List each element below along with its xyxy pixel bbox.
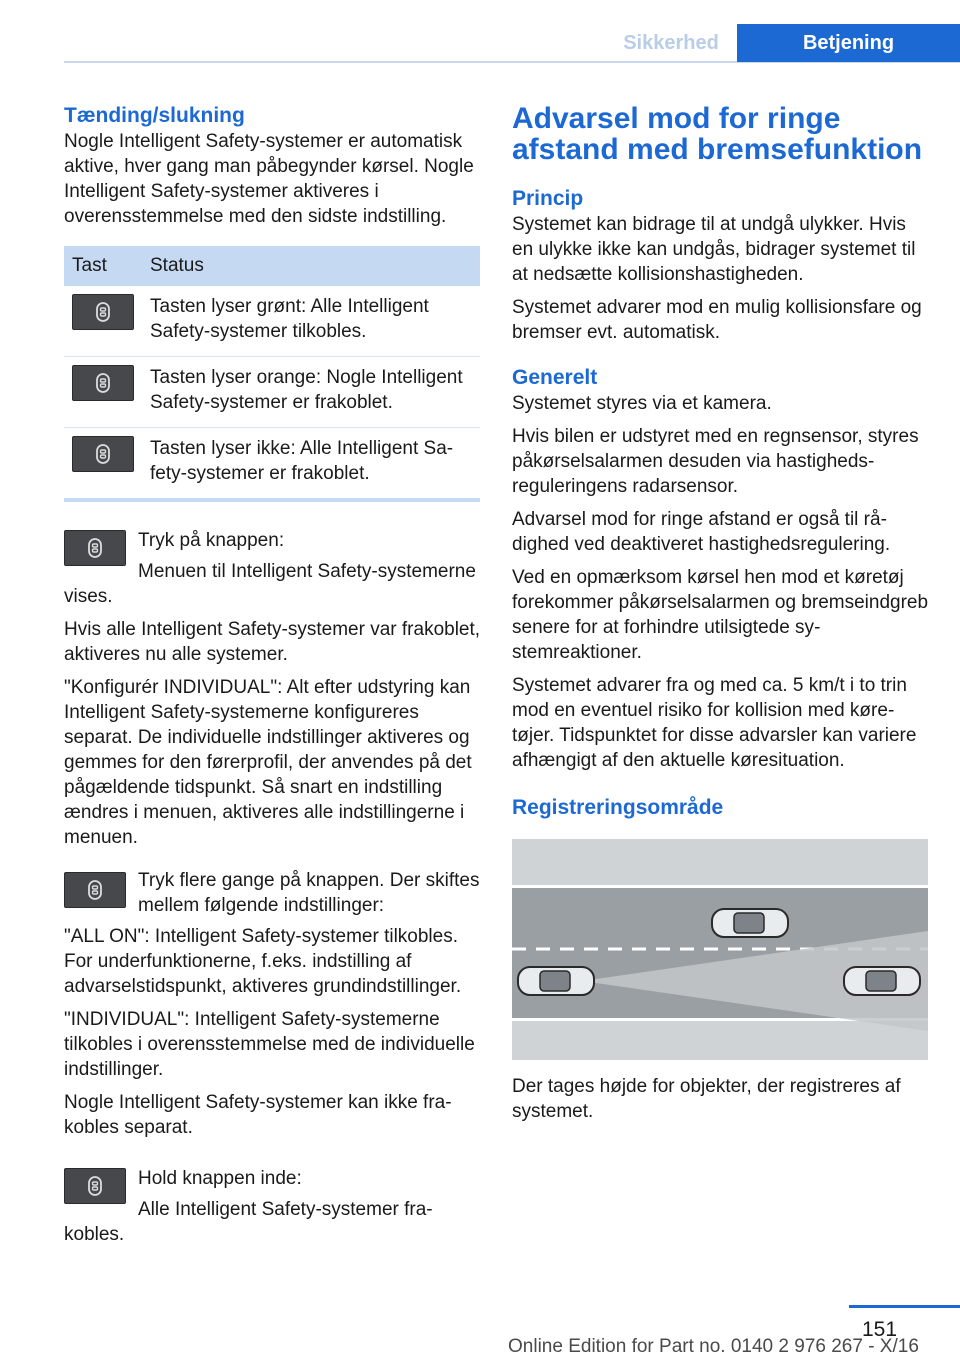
paragraph-generelt-5: Systemet advarer fra og med ca. 5 km/t i to trin mod en eventuel risiko for kollision med køretøjer. Tidspunktet for disse advarsler kan variere afhængigt af den aktuelle køresituation. — [512, 675, 917, 771]
paragraph-individual-config: "Konfigurér INDIVIDUAL": Alt efter udstyring kan Intelligent Safety-systemerne konfigureres separat. De individuelle indstillinger aktiveres og gemmes for den førerprofil, der anvendes på det pågældende tidspunkt. Så snart en indstilling ændres i menuen, aktiveres alle indstillingerne i menuen. — [64, 677, 472, 848]
page-title: Advarsel mod for ringe afstand med bremsefunktion — [512, 102, 923, 166]
table-cell-status: Tasten lyser ikke: Alle Intelligent Safety-systemer er frakoblet. — [142, 428, 480, 501]
paragraph-princip-2: Systemet advarer mod en mulig kollisionsfare og bremser evt. automatisk. — [512, 297, 922, 343]
section-heading-ignition: Tænding/slukning — [64, 104, 245, 127]
table-header-status: Status — [142, 246, 480, 286]
table-cell-status: Tasten lyser orange: Nogle Intelligent Safety-systemer er frakoblet. — [142, 357, 480, 428]
press-instruction — [64, 528, 482, 609]
intelligent-safety-button-icon — [64, 872, 126, 908]
press-line2: Menuen til Intelligent Safety-systemerne vises. — [64, 561, 476, 607]
paragraph-cannot-disable: Nogle Intelligent Safety-systemer kan ikke frakobles separat. — [64, 1092, 452, 1138]
hold-line2: Alle Intelligent Safety-systemer frakobles. — [64, 1199, 433, 1245]
paragraph-all-on: "ALL ON": Intelligent Safety-systemer tilkobles. For underfunktionerne, f.eks. indstilling af advarselstidspunkt, aktiveres grundindstillinger. — [64, 926, 462, 997]
page-number: 151 — [862, 1318, 898, 1341]
hold-instruction — [64, 1166, 482, 1247]
paragraph-generelt-3: Advarsel mod for ringe afstand er også til rådighed ved deaktiveret hastighedsregulering. — [512, 509, 891, 555]
heading-registreringsomraade: Registreringsområde — [512, 796, 724, 819]
heading-generelt: Generelt — [512, 366, 598, 389]
paragraph-generelt-1: Systemet styres via et kamera. — [512, 393, 772, 414]
intelligent-safety-button-icon — [72, 436, 134, 472]
table-row — [64, 357, 480, 428]
footer-edition: Online Edition for Part no. 0140 2 976 267 - X/16 — [508, 1336, 919, 1357]
car-icon — [712, 909, 788, 937]
intelligent-safety-button-icon — [64, 530, 126, 566]
hold-line1: Hold knappen inde: — [138, 1168, 302, 1189]
detection-range-illustration — [512, 839, 928, 1060]
tab-sikkerhed[interactable]: Sikkerhed — [623, 32, 719, 54]
car-icon — [844, 967, 920, 995]
press-multi-text: Tryk flere gange på knappen. Der skiftes mellem følgende indstillinger: — [138, 870, 480, 916]
status-table — [64, 246, 480, 502]
left-column — [64, 103, 482, 1247]
table-cell-status: Tasten lyser grønt: Alle Intelligent Safety-systemer tilkobles. — [142, 286, 480, 357]
car-icon — [518, 967, 594, 995]
heading-princip: Princip — [512, 187, 584, 210]
intelligent-safety-button-icon — [72, 365, 134, 401]
press-line1: Tryk på knappen: — [138, 530, 285, 551]
paragraph-all-off: Hvis alle Intelligent Safety-systemer var frakoblet, aktiveres nu alle systemer. — [64, 619, 481, 665]
right-column — [512, 103, 930, 1124]
paragraph-princip-1: Systemet kan bidrage til at undgå ulykker. Hvis en ulykke ikke kan undgås, bidrager systemet til at nedsætte kollisionshastigheden. — [512, 214, 916, 285]
tab-betjening[interactable]: Betjening — [737, 24, 960, 62]
table-header-key: Tast — [64, 246, 142, 286]
table-row — [64, 428, 480, 501]
paragraph-generelt-2: Hvis bilen er udstyret med en regnsensor, styres påkørselsalarmen desuden via hastighedsreguleringens radarsensor. — [512, 426, 919, 497]
paragraph-generelt-4: Ved en opmærksom kørsel hen mod et køretøj forekommer påkørselsalarmen og bremseindgreb senere for at forhindre utilsigtede systemreaktioner. — [512, 567, 929, 663]
paragraph-individual: "INDIVIDUAL": Intelligent Safety-systemerne tilkobles i overensstemmelse med de individuelle indstillinger. — [64, 1009, 475, 1080]
illustration-caption: Der tages højde for objekter, der registreres af systemet. — [512, 1076, 901, 1122]
intro-paragraph: Nogle Intelligent Safety-systemer er automatisk aktive, hver gang man påbegynder kørsel. Nogle Intelligent Safety-systemer aktiveres i overensstemmelse med den sidste indstilling. — [64, 131, 474, 227]
table-row — [64, 286, 480, 357]
intelligent-safety-button-icon — [64, 1168, 126, 1204]
press-multi-instruction — [64, 868, 482, 918]
page-number-rule — [849, 1305, 960, 1308]
intelligent-safety-button-icon — [72, 294, 134, 330]
